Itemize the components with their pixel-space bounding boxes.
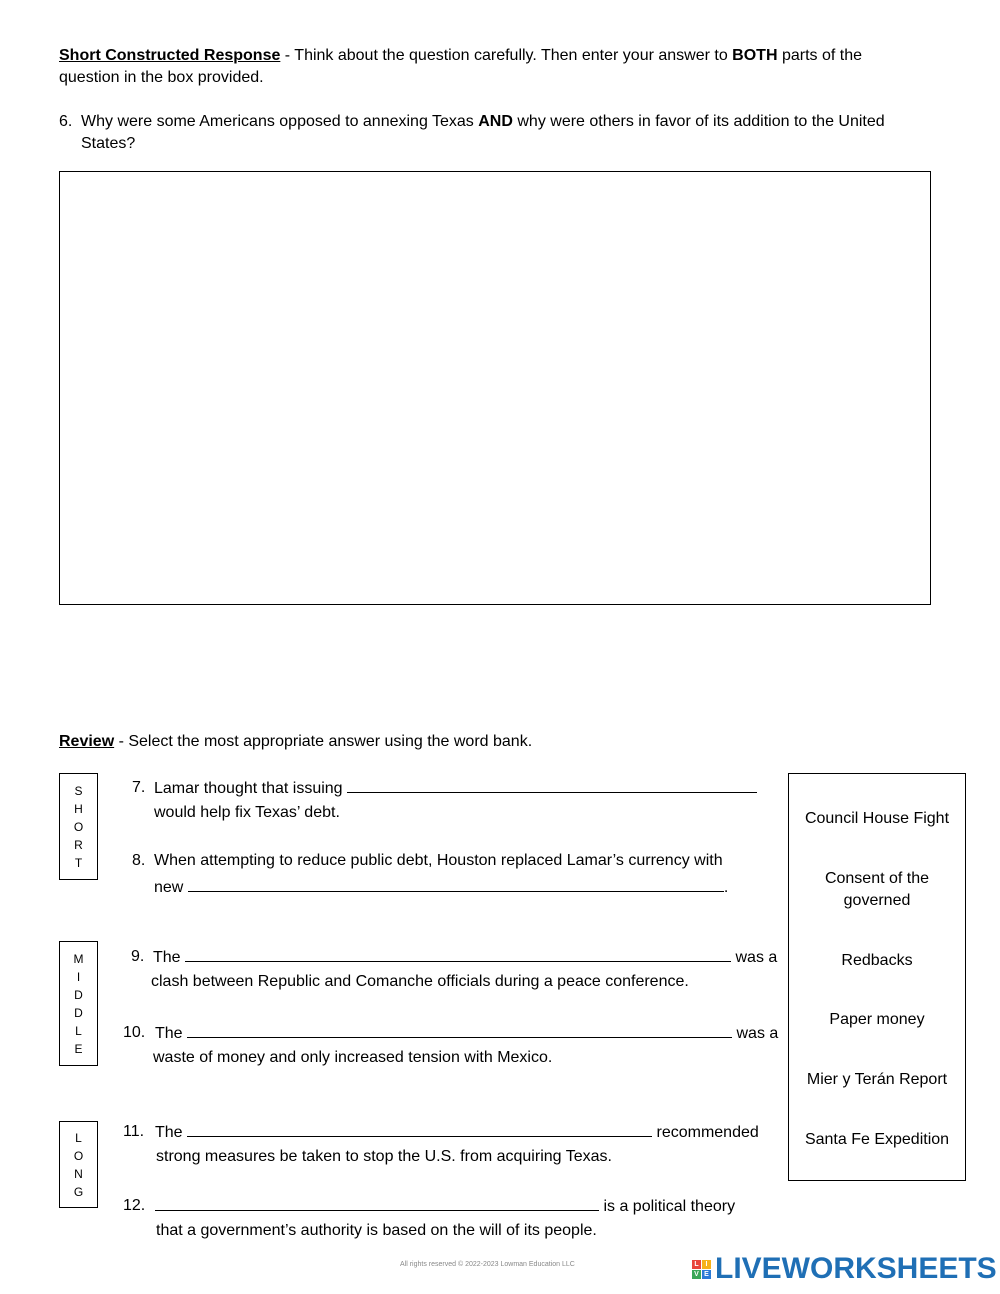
question-10-line1 (155, 1022, 778, 1045)
word-bank-item[interactable]: Council House Fight (804, 810, 950, 827)
question-10-text: The (155, 1025, 183, 1042)
question-11-text-end: recommended (656, 1124, 759, 1141)
word-bank-item[interactable]: Santa Fe Expedition (804, 1131, 950, 1148)
question-10-number: 10. (123, 1024, 146, 1041)
level-letter: S (74, 783, 83, 798)
word-bank-item[interactable]: Redbacks (841, 952, 913, 969)
level-letter: R (74, 837, 83, 852)
question-10-text-end: was a (736, 1025, 779, 1042)
level-middle-box (59, 941, 98, 1066)
question-7-line2: would help fix Texas’ debt. (154, 804, 340, 821)
question-11-blank[interactable] (187, 1121, 652, 1137)
logo-tile: L (692, 1260, 701, 1269)
level-letter: D (74, 1005, 83, 1020)
level-letter: T (74, 855, 83, 870)
question-12-blank[interactable] (155, 1195, 599, 1211)
question-12-line2: that a government’s authority is based on the will of its people. (156, 1222, 597, 1239)
question-12-number: 12. (123, 1197, 146, 1214)
question-6-text-end: why were others in favor of its addition to the United (512, 113, 885, 130)
question-6-number: 6. (59, 113, 73, 130)
question-7-text: Lamar thought that issuing (154, 780, 343, 797)
question-6-answer-box[interactable] (59, 171, 931, 605)
question-11-line2: strong measures be taken to stop the U.S. from acquiring Texas. (156, 1148, 612, 1165)
level-letter: M (73, 951, 84, 966)
level-letter: D (74, 987, 83, 1002)
question-12-line1 (155, 1195, 735, 1218)
question-8-text: new (154, 879, 184, 896)
question-9-text: The (153, 949, 181, 966)
question-10-blank[interactable] (187, 1022, 732, 1038)
question-6-line1 (81, 111, 885, 133)
scr-intro-text-end: parts of the (777, 47, 862, 64)
level-letter: I (76, 969, 81, 984)
level-letter: E (74, 1041, 83, 1056)
review-heading: Review (59, 733, 115, 750)
question-9-blank[interactable] (185, 946, 731, 962)
question-7-line1 (154, 777, 757, 800)
question-12-text-end: is a political theory (603, 1198, 736, 1215)
question-8-line2 (154, 876, 728, 899)
word-bank-item[interactable]: Mier y Terán Report (806, 1071, 948, 1088)
question-10-line2: waste of money and only increased tension with Mexico. (153, 1049, 553, 1066)
question-8-number: 8. (132, 852, 146, 869)
question-7-number: 7. (132, 779, 146, 796)
question-6-text: Why were some Americans opposed to annexing Texas (81, 113, 479, 130)
level-letter: H (74, 801, 83, 816)
level-letter: G (73, 1184, 84, 1199)
question-8-blank[interactable] (188, 876, 724, 892)
level-long-box (59, 1121, 98, 1208)
question-9-text-end: was a (735, 949, 778, 966)
word-bank-item[interactable]: Paper money (829, 1011, 925, 1028)
question-11-text: The (155, 1124, 183, 1141)
logo-tile: E (702, 1270, 711, 1279)
copyright-notice: All rights reserved © 2022-2023 Lowman Education LLC (400, 1261, 575, 1268)
scr-heading: Short Constructed Response (59, 47, 281, 64)
logo-tile: V (692, 1270, 701, 1279)
question-6-line2: States? (81, 135, 136, 152)
question-7-blank[interactable] (347, 777, 757, 793)
liveworksheets-logo (692, 1252, 997, 1286)
liveworksheets-logo-icon (692, 1260, 711, 1279)
question-8-period: . (723, 879, 729, 896)
question-9-line2: clash between Republic and Comanche officials during a peace conference. (151, 973, 689, 990)
level-letter: L (75, 1023, 82, 1038)
level-letter: O (73, 1148, 84, 1163)
scr-intro-line1 (59, 45, 862, 67)
question-9-line1 (153, 946, 777, 969)
liveworksheets-logo-text: LIVEWORKSHEETS (715, 1252, 997, 1285)
logo-tile: I (702, 1260, 711, 1269)
question-8-line1: When attempting to reduce public debt, Houston replaced Lamar’s currency with (154, 852, 723, 869)
question-9-number: 9. (131, 948, 145, 965)
scr-intro-bold: BOTH (732, 47, 778, 64)
level-letter: N (74, 1166, 83, 1181)
question-11-line1 (155, 1121, 759, 1144)
scr-intro-line2: question in the box provided. (59, 69, 264, 86)
level-letter: L (75, 1130, 82, 1145)
review-instructions: - Select the most appropriate answer using the word bank. (114, 733, 533, 750)
question-6-bold: AND (478, 113, 513, 130)
level-letter: O (73, 819, 84, 834)
word-bank-item[interactable]: Consent of the governed (824, 870, 930, 909)
word-bank (788, 773, 966, 1181)
review-heading-line (59, 731, 532, 753)
level-short-box (59, 773, 98, 880)
scr-intro-text: - Think about the question carefully. Then enter your answer to (280, 47, 733, 64)
question-11-number: 11. (123, 1123, 145, 1140)
